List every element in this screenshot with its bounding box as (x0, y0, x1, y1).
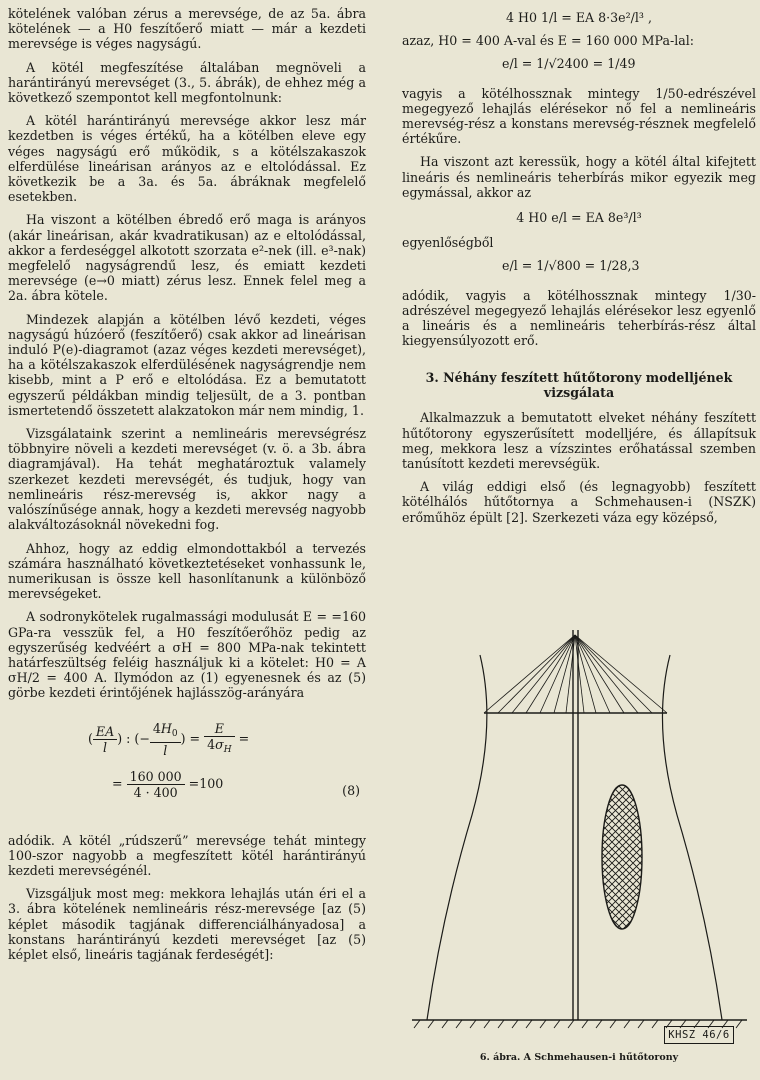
tower-outline-right (662, 655, 722, 1020)
equation-8 (8, 721, 366, 833)
eq-d-mid: 1/√800 (536, 258, 581, 274)
paragraph: A kötél harántirányú merevsége akkor lesz már kezdetben is véges értékű, ha a kötélben eleve egy véges nagyságú erő működik, s a kötélszakaszok elferdülése lineárisan arányos az e eltolódással. Ez következik be a 3a. és 5a. ábráknak megfelelő esetekben. (8, 113, 366, 205)
paragraph: azaz, H0 = 400 A-val és E = 160 000 MPa-lal: (402, 33, 695, 49)
radial-cables (484, 635, 667, 713)
equation-lhs: ( $\frac{EA}{l}$ ) : (− $\frac{4H_0}{l}$ ) = $\frac{E}{4\sigma_H}$ = (88, 720, 250, 758)
paragraph: Vizsgáljuk most meg: mekkora lehajlás után éri el a 3. ábra kötelének nemlineáris rész-merevsége [az (5) képlet második tagjának differenciálhányadosa] a konstans harántirányú kezdeti merevséget [az (5) képlet első, lineáris tagjának ferdeségét]: (8, 886, 366, 962)
paragraph: A sodronykötelek rugalmassági modulusát E = =160 GPa-ra vesszük fel, a H0 feszítőerőhöz pedig az egyszerűség kedvéért a σH = 800 MPa-nak tekintett határfeszültség feléig használjuk ki a kötelet: H0 = A σH/2 = 400 A. Ilymódon az (1) egyenesnek és az (5) görbe kezdeti érintőjének hajlásszög-arányára (8, 609, 366, 701)
paragraph: egyenlőségből (402, 235, 494, 251)
eq8-numerator: 160 000 (127, 769, 185, 785)
equation-a: 4 H0 1/l = EA 8·3e²/l³ , (505, 10, 652, 25)
eq8-denominator: 4 · 400 (133, 784, 178, 800)
paragraph: A világ eddigi első (és legnagyobb) feszített kötélhálós hűtőtornya a Schmehausen-i (NSZK) erőműhöz épült [2]. Szerkezeti váza egy középső, (402, 479, 756, 525)
equation-d: e/l = 1/√800 = 1/28,3 (502, 258, 640, 274)
eq-b-mid: 1/√2400 (536, 56, 589, 72)
paragraph: Ahhoz, hogy az eddig elmondottakból a tervezés számára használható következtetéseket vonhassunk le, numerikusan is össze kell hasonlítanunk a különböző merevségeket. (8, 540, 366, 602)
paragraph: Ha viszont azt keressük, hogy a kötél által kifejtett lineáris és nemlineáris teherbírás mikor egyezik meg egymással, akkor az (402, 154, 756, 200)
section-heading: 3. Néhány feszített hűtőtorony modelljének vizsgálata (425, 370, 733, 401)
paragraph: Ha viszont a kötélben ébredő erő maga is arányos (akár lineárisan, akár kvadratikusan) az e eltolódással, akkor a ferdeséggel alkotott szorzata e²-nek (ill. e³-nak) megfelelő nagyságrendű lesz, és emiatt kezdeti merevsége (e→0 miatt) zérus lesz. Ennek felel meg a 2a. ábra kötele. (8, 212, 366, 304)
equation-c: 4 H0 e/l = EA 8e³/l³ (516, 210, 642, 226)
tower-outline-left (427, 655, 487, 1020)
eq-b-lhs: e/l (502, 56, 518, 72)
eq-b-rhs: 1/49 (607, 56, 636, 72)
cable-net-patch (600, 783, 646, 933)
paragraph: Vizsgálataink szerint a nemlineáris merevségrész többnyire növeli a kezdeti merevséget (v. ö. a 3b. ábra diagramjával). Ha tehát meghatároztuk valamely szerkezet kezdeti merevségét, és tudjuk, hogy van nemlineáris rész-merevség is, akkor nagy a valószínűsége annak, hogy a kezdeti merevség nagyobb alakváltozásoknál növekedni fog. (8, 426, 366, 533)
figure-stamp: KHSZ 46/6 (664, 1026, 734, 1044)
eq-d-lhs: e/l (502, 258, 518, 274)
equation-rhs: = $\frac{160 000}{4 \cdot 400}$ =100 (112, 768, 224, 800)
paragraph: vagyis a kötélhossznak mintegy 1/50-edrészével megegyező lehajlás elérésekor nő fel a nemlineáris merevség-rész a konstans merevség-résznek megfelelő értékűre. (402, 85, 756, 147)
eq8-result: =100 (188, 775, 224, 791)
paragraph: adódik. A kötél „rúdszerű” merevsége tehát mintegy 100-szor nagyobb a megfeszített kötél harántirányú kezdeti merevségénél. (8, 832, 366, 878)
eq-d-rhs: 1/28,3 (599, 258, 640, 274)
right-column (402, 0, 756, 533)
paragraph: A kötél megfeszítése általában megnöveli a harántirányú merevséget (3., 5. ábrák), de ehhez még a következő szempontot kell megfontolnunk: (8, 59, 366, 106)
paragraph: Alkalmazzuk a bemutatott elveket néhány feszített hűtőtorony egyszerűsített modelljére, és állapítsuk meg, mekkora lesz a vízszintes erőhatással szemben tanúsított kezdeti merevségük. (402, 410, 756, 472)
equation-b: e/l = 1/√2400 = 1/49 (502, 56, 636, 72)
cooling-tower-figure (402, 625, 756, 1045)
paragraph: Mindezek alapján a kötélben lévő kezdeti, véges nagyságú húzóerő (feszítőerő) csak akkor ad lineárisan induló P(e)-diagramot (azaz véges kezdeti merevséget), ha a kötélszakaszok elferdülésének nagyságrendje nem kisebb, mint a P erő e eltolódása. Ez a bemutatott egyszerű példákban mindig teljesült, de a 3. pontban ismertetendő összetett alakzatokon már nem mindig, 1. (8, 311, 366, 418)
paragraph: kötelének valóban zérus a merevsége, de az 5a. ábra kötelének — a H0 feszítőerő miatt — már a kezdeti merevsége is véges nagyságú. (8, 6, 366, 52)
left-column (8, 0, 366, 970)
figure-caption: 6. ábra. A Schmehausen-i hűtőtorony (479, 1052, 679, 1063)
paragraph: adódik, vagyis a kötélhossznak mintegy 1/30-adrészével megegyező lehajlás elérésekor lesz egyenlő a lineáris és a nemlineáris teherbírás-rész által kiegyensúlyozott erő. (402, 287, 756, 349)
equation-number: (8) (342, 782, 360, 798)
